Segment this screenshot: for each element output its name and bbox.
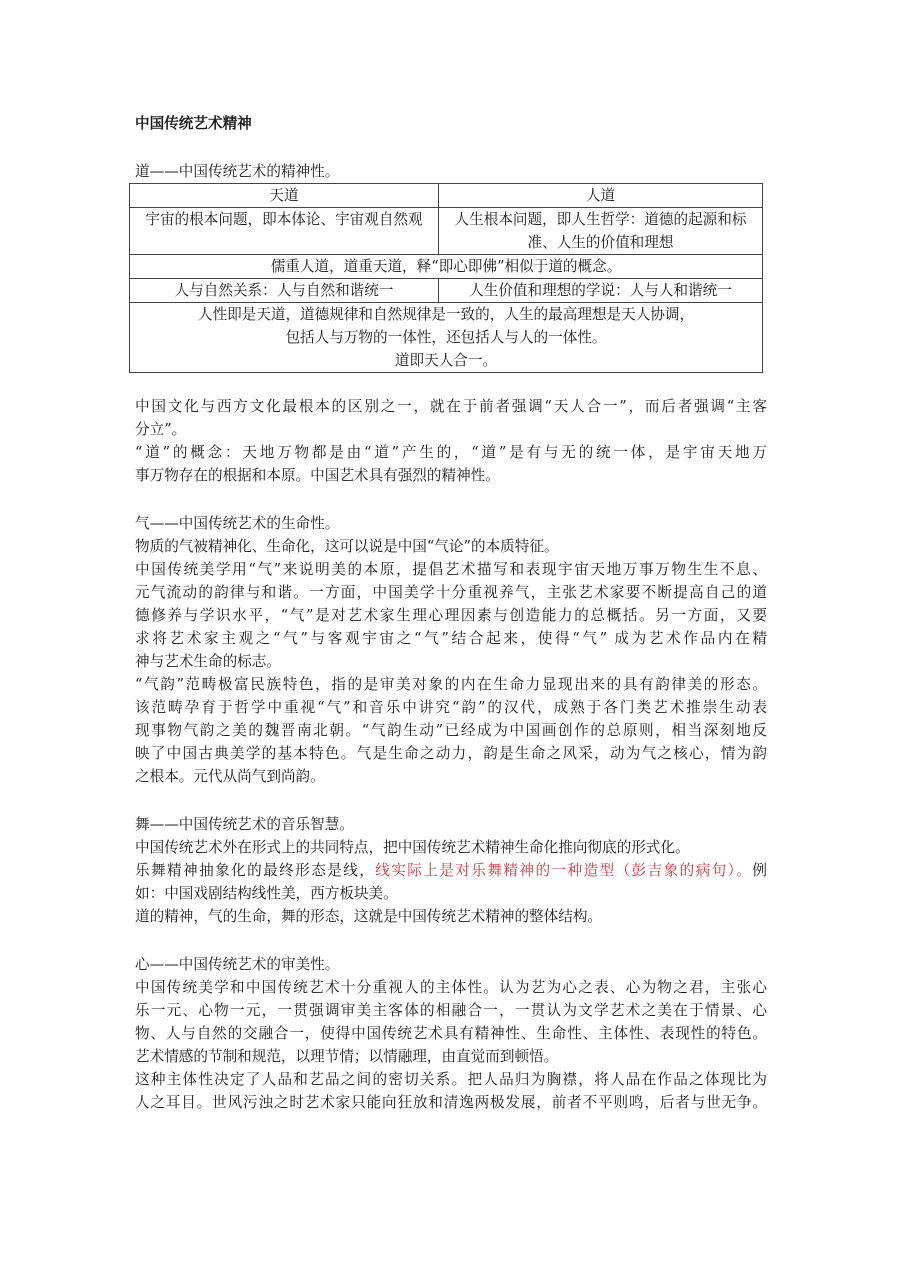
table-cell: 宇宙的根本问题，即本体论、宇宙观自然观 (130, 208, 439, 255)
summary-line: 人性即是天道，道德规律和自然规律是一致的，人生的最高理想是天人协调， (197, 306, 695, 323)
section-2 (135, 813, 767, 928)
text-line: 物质的气被精神化、生命化，这可以说是中国“气论”的本质特征。 (135, 538, 559, 555)
text-line: 神与艺术生命的标志。 (135, 653, 281, 670)
section-0 (135, 395, 767, 487)
text-line: 德修养与学识水平，“气”是对艺术家生理心理因素与创造能力的总概括。另一方面，又要 (135, 607, 767, 624)
dao-comparison-table (129, 183, 763, 373)
text-line: 中国传统艺术外在形式上的共同特点，把中国传统艺术精神生命化推向彻底的形式化。 (135, 839, 690, 856)
text-line: 乐一元、心物一元，一贯强调审美主客体的相融合一，一贯认为文学艺术之美在于情景、心 (135, 1002, 767, 1019)
document-page (135, 112, 767, 1114)
text-line: 求将艺术家主观之“气”与客观宇宙之“气”结合起来，使得“气” 成为艺术作品内在精 (135, 630, 767, 647)
summary-line: 包括人与万物的一体性，还包括人与人的一体性。 (285, 329, 607, 346)
highlighted-text: 线实际上是对乐舞精神的一种造型（彭吉象的病句）。 (375, 862, 753, 879)
text-line: 分立”。 (135, 421, 187, 438)
table-row (130, 279, 763, 303)
text-line (135, 859, 767, 882)
table-cell-summary (130, 303, 763, 373)
text-line: “道”的概念：天地万物都是由“道”产生的，“道”是有与无的统一体，是宇宙天地万 (135, 444, 767, 461)
section-heading: 气——中国传统艺术的生命性。 (135, 515, 340, 532)
table-row (130, 255, 763, 279)
text-line: 物、人与自然的交融合一，使得中国传统艺术具有精神性、生命性、主体性、表现性的特色。 (135, 1025, 767, 1042)
text-line: 艺术情感的节制和规范，以理节情；以情融理，由直觉而到顿悟。 (135, 1048, 559, 1065)
table-header-rendao: 人道 (439, 184, 763, 208)
text-line: 如：中国戏剧结构线性美，西方板块美。 (135, 885, 398, 902)
text-segment: 乐舞精神抽象化的最终形态是线， (135, 862, 376, 879)
text-segment: 例 (752, 862, 767, 879)
table-cell: 人生根本问题，即人生哲学：道德的起源和标准、人生的价值和理想 (439, 208, 763, 255)
section-1 (135, 512, 767, 788)
text-line: 事万物存在的根据和本原。中国艺术具有强烈的精神性。 (135, 467, 500, 484)
text-line: 中国传统美学和中国传统艺术十分重视人的主体性。认为艺为心之表、心为物之君，主张心 (135, 979, 767, 996)
section-heading: 心——中国传统艺术的审美性。 (135, 956, 340, 973)
text-line: 之根本。元代从尚气到尚韵。 (135, 768, 325, 785)
summary-line: 道即天人合一。 (394, 352, 498, 369)
table-cell: 人生价值和理想的学说：人与人和谐统一 (439, 279, 763, 303)
text-line: 元气流动的韵律与和谐。一方面，中国美学十分重视养气，主张艺术家要不断提高自己的道 (135, 584, 767, 601)
text-line: 人之耳目。世风污浊之时艺术家只能向狂放和清逸两极发展，前者不平则鸣，后者与世无争。 (135, 1094, 767, 1111)
text-line: 该范畴孕育于哲学中重视“气”和音乐中讲究“韵”的汉代，成熟于各门类艺术推崇生动表 (135, 699, 767, 716)
text-line: “气韵”范畴极富民族特色，指的是审美对象的内在生命力显现出来的具有韵律美的形态。 (135, 676, 767, 693)
text-line: 中国文化与西方文化最根本的区别之一，就在于前者强调“天人合一”，而后者强调“主客 (135, 398, 767, 415)
table-row (130, 208, 763, 255)
text-line: 道的精神，气的生命，舞的形态，这就是中国传统艺术精神的整体结构。 (135, 908, 603, 925)
table-header-row (130, 184, 763, 208)
section-3 (135, 953, 767, 1114)
text-line: 现事物气韵之美的魏晋南北朝。“气韵生动”已经成为中国画创作的总原则，相当深刻地反 (135, 722, 767, 739)
section-heading-dao: 道——中国传统艺术的精神性。 (135, 163, 340, 180)
table-cell: 儒重人道，道重天道，释“即心即佛”相似于道的概念。 (130, 255, 763, 279)
table-header-tiandao: 天道 (130, 184, 439, 208)
text-line: 中国传统美学用“气”来说明美的本原，提倡艺术描写和表现宇宙天地万事万物生生不息、 (135, 561, 767, 578)
document-title: 中国传统艺术精神 (135, 115, 252, 132)
text-line: 这种主体性决定了人品和艺品之间的密切关系。把人品归为胸襟，将人品在作品之体现比为 (135, 1071, 767, 1088)
body-sections (135, 395, 767, 1114)
section-heading: 舞——中国传统艺术的音乐智慧。 (135, 816, 354, 833)
table-row (130, 303, 763, 373)
text-line: 映了中国古典美学的基本特色。气是生命之动力，韵是生命之风采，动为气之核心，情为韵 (135, 745, 767, 762)
table-cell: 人与自然关系：人与自然和谐统一 (130, 279, 439, 303)
